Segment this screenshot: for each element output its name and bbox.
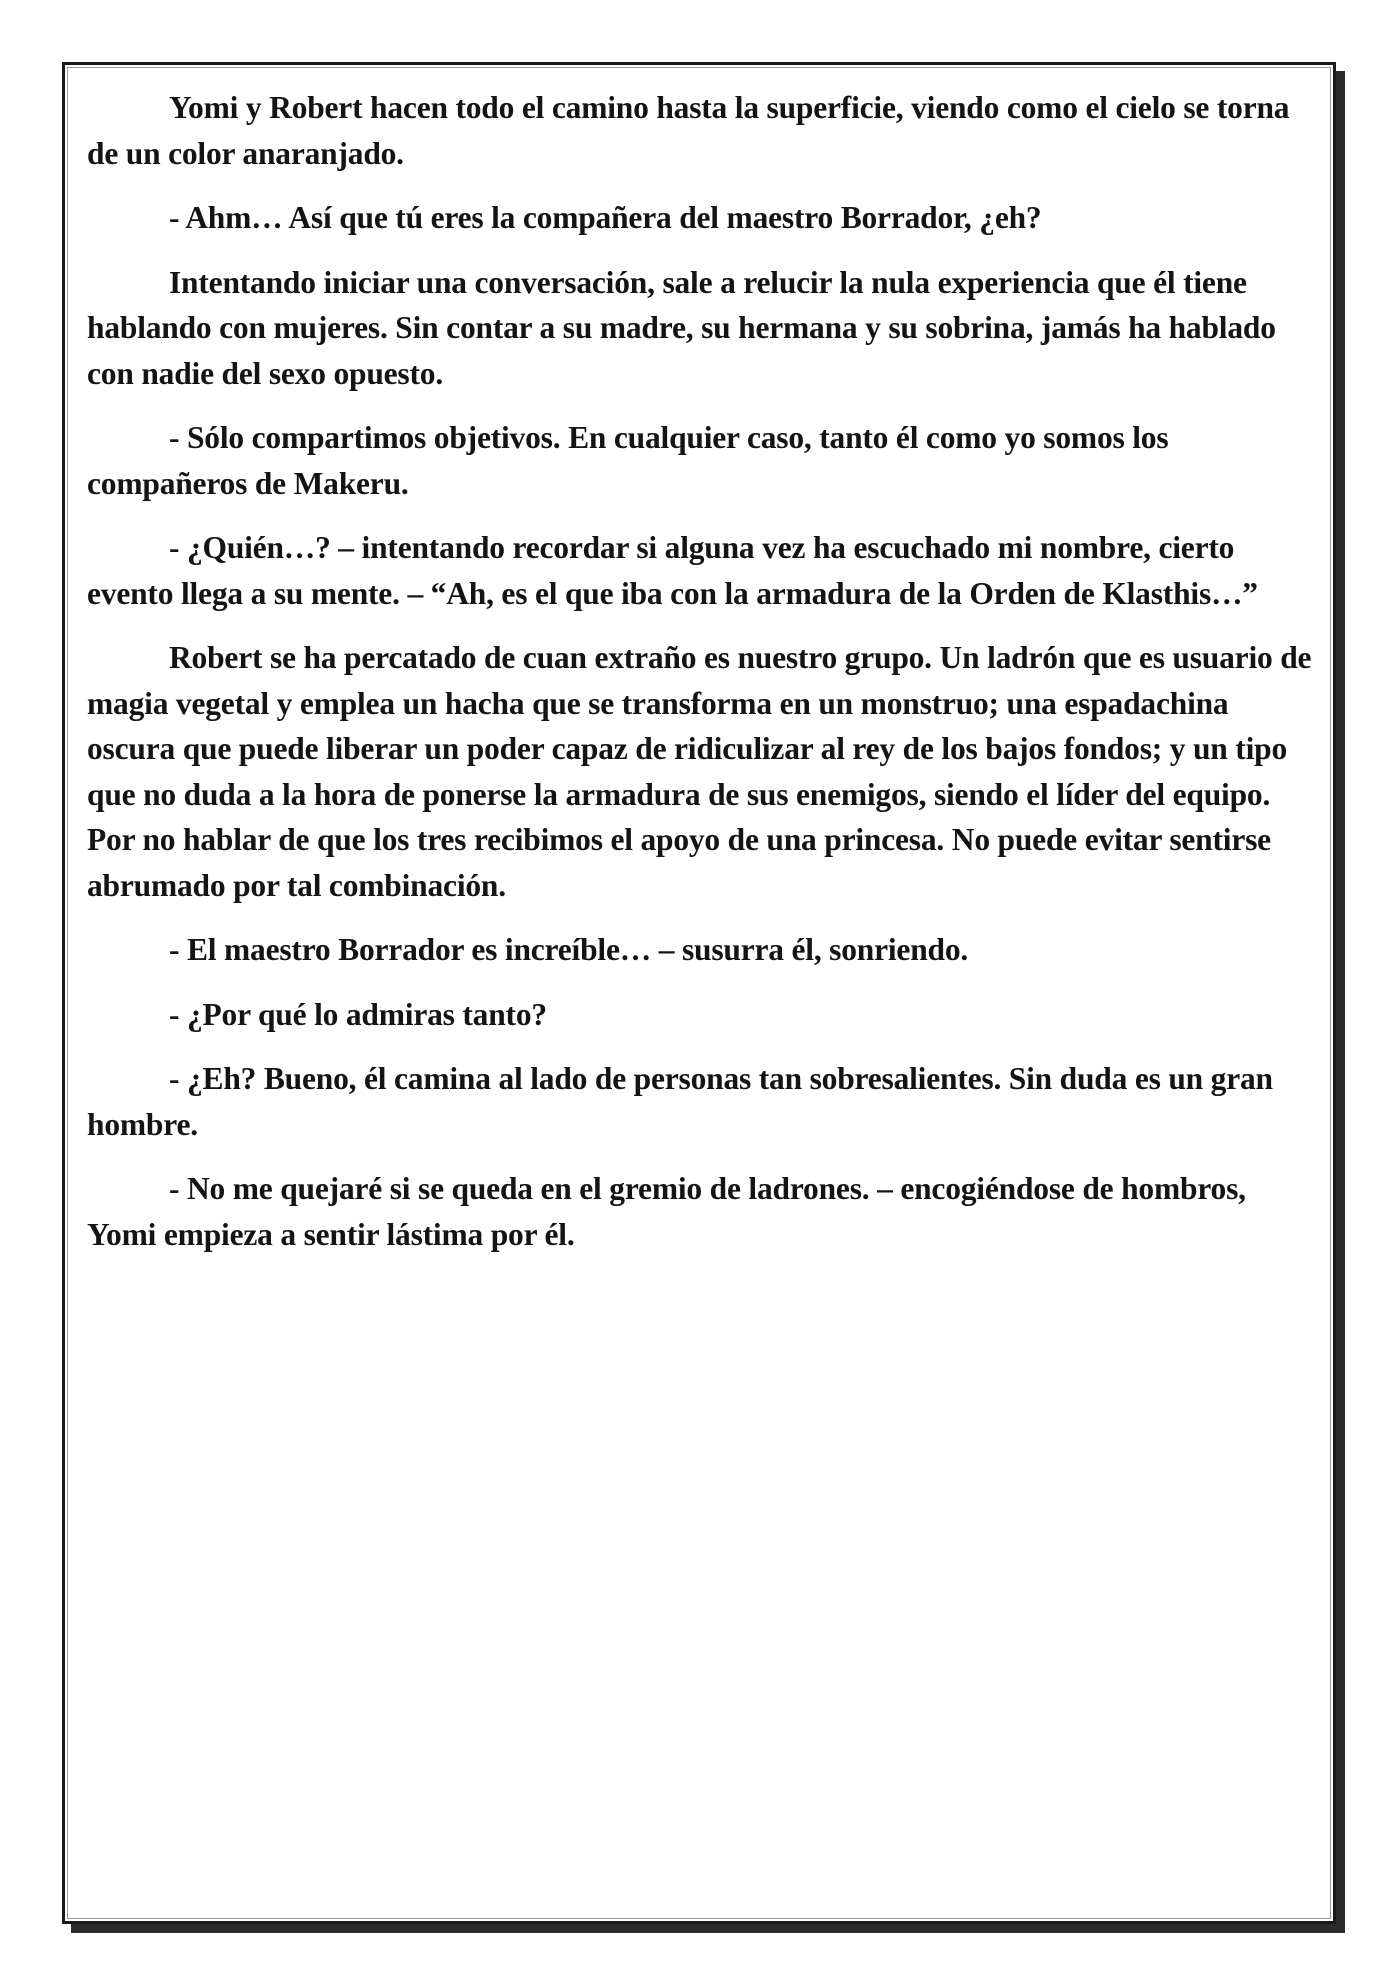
document-body <box>87 85 1313 1276</box>
page-frame <box>62 62 1336 1924</box>
paragraph: - Sólo compartimos objetivos. En cualquier caso, tanto él como yo somos los compañeros de Makeru. <box>87 420 1169 501</box>
paragraph: - ¿Quién…? – intentando recordar si alguna vez ha escuchado mi nombre, cierto evento llega a su mente. – “Ah, es el que iba con la armadura de la Orden de Klasthis…” <box>87 530 1258 611</box>
paragraph: - El maestro Borrador es increíble… – susurra él, sonriendo. <box>169 932 969 967</box>
paragraph: - ¿Por qué lo admiras tanto? <box>169 996 547 1032</box>
paragraph: Intentando iniciar una conversación, sale a relucir la nula experiencia que él tiene hablando con mujeres. Sin contar a su madre, su hermana y su sobrina, jamás ha hablado con nadie del sexo opuesto. <box>87 264 1276 391</box>
paragraph: Yomi y Robert hacen todo el camino hasta la superficie, viendo como el cielo se torna de un color anaranjado. <box>87 90 1290 171</box>
paragraph: Robert se ha percatado de cuan extraño es nuestro grupo. Un ladrón que es usuario de magia vegetal y emplea un hacha que se transforma en un monstruo; una espadachina oscura que puede liberar un poder capaz de ridiculizar al rey de los bajos fondos; y un tipo que no duda a la hora de ponerse la armadura de sus enemigos, siendo el líder del equipo. Por no hablar de que los tres recibimos el apoyo de una princesa. No puede evitar sentirse abrumado por tal combinación. <box>87 640 1312 903</box>
paragraph: - ¿Eh? Bueno, él camina al lado de personas tan sobresalientes. Sin duda es un gran hombre. <box>87 1061 1273 1142</box>
paragraph: - No me quejaré si se queda en el gremio de ladrones. – encogiéndose de hombros, Yomi empieza a sentir lástima por él. <box>87 1171 1246 1252</box>
paragraph: - Ahm… Así que tú eres la compañera del maestro Borrador, ¿eh? <box>169 200 1042 235</box>
